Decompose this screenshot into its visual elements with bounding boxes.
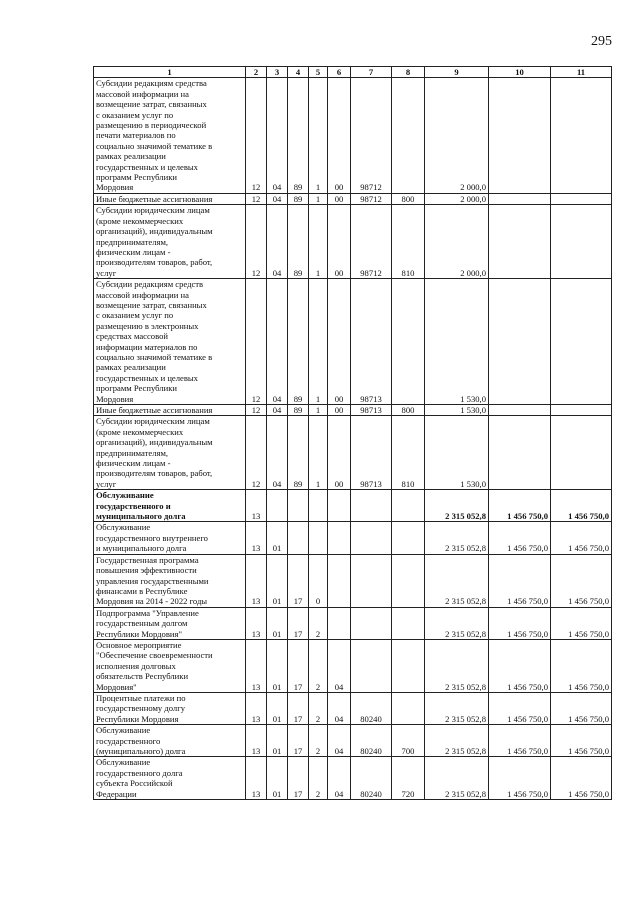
- row-cell-c10: 1 456 750,0: [489, 757, 551, 800]
- row-cell-c8: [392, 692, 425, 724]
- row-cell-c10: [489, 405, 551, 416]
- row-cell-c5: 1: [309, 416, 328, 490]
- row-cell-c6: 00: [328, 78, 351, 193]
- table-row: [94, 554, 612, 607]
- row-label: Субсидии юридическим лицам (кроме некоммерческих организаций), индивидуальным предпринимателям, физическим лицам - производителям товаров, работ, услуг: [94, 416, 246, 490]
- col-header: 5: [309, 67, 328, 78]
- col-header: 1: [94, 67, 246, 78]
- col-header: 9: [425, 67, 489, 78]
- row-cell-c6: [328, 607, 351, 639]
- table-row: [94, 205, 612, 279]
- row-cell-c8: [392, 554, 425, 607]
- row-cell-c2: 12: [246, 279, 267, 405]
- row-cell-c4: 89: [288, 193, 309, 204]
- row-cell-c2: 13: [246, 692, 267, 724]
- row-cell-c3: 04: [267, 205, 288, 279]
- row-cell-c2: 13: [246, 607, 267, 639]
- row-cell-c2: 13: [246, 522, 267, 554]
- row-label: Иные бюджетные ассигнования: [94, 405, 246, 416]
- row-cell-c7: 98712: [351, 78, 392, 193]
- row-cell-c6: 00: [328, 279, 351, 405]
- row-cell-c5: 0: [309, 554, 328, 607]
- row-cell-c6: 00: [328, 193, 351, 204]
- row-cell-c8: 810: [392, 205, 425, 279]
- row-cell-c4: 17: [288, 692, 309, 724]
- row-cell-c11: 1 456 750,0: [551, 554, 612, 607]
- row-cell-c4: 17: [288, 639, 309, 692]
- row-cell-c10: 1 456 750,0: [489, 725, 551, 757]
- row-cell-c11: 1 456 750,0: [551, 725, 612, 757]
- row-cell-c7: 98713: [351, 405, 392, 416]
- row-cell-c8: 700: [392, 725, 425, 757]
- page-number: 295: [591, 34, 612, 49]
- row-cell-c9: 2 315 052,8: [425, 554, 489, 607]
- table-row: [94, 522, 612, 554]
- row-cell-c5: 1: [309, 279, 328, 405]
- table-row: [94, 692, 612, 724]
- table-row: [94, 405, 612, 416]
- row-cell-c9: 2 000,0: [425, 78, 489, 193]
- row-cell-c11: 1 456 750,0: [551, 692, 612, 724]
- row-cell-c7: 80240: [351, 757, 392, 800]
- row-cell-c5: 2: [309, 692, 328, 724]
- row-cell-c7: 98713: [351, 416, 392, 490]
- row-cell-c7: 98713: [351, 279, 392, 405]
- row-cell-c3: 04: [267, 416, 288, 490]
- row-cell-c6: [328, 522, 351, 554]
- row-cell-c10: 1 456 750,0: [489, 692, 551, 724]
- row-cell-c4: 89: [288, 279, 309, 405]
- row-cell-c5: 1: [309, 193, 328, 204]
- row-cell-c7: [351, 522, 392, 554]
- row-label: Иные бюджетные ассигнования: [94, 193, 246, 204]
- row-cell-c3: 01: [267, 522, 288, 554]
- col-header: 10: [489, 67, 551, 78]
- row-cell-c6: 04: [328, 692, 351, 724]
- row-cell-c11: 1 456 750,0: [551, 757, 612, 800]
- row-cell-c7: [351, 639, 392, 692]
- row-cell-c2: 13: [246, 725, 267, 757]
- row-cell-c10: 1 456 750,0: [489, 639, 551, 692]
- row-cell-c3: [267, 490, 288, 522]
- row-cell-c6: 04: [328, 639, 351, 692]
- row-cell-c2: 13: [246, 490, 267, 522]
- table-row: [94, 279, 612, 405]
- row-cell-c4: 89: [288, 405, 309, 416]
- row-cell-c4: 17: [288, 554, 309, 607]
- row-cell-c2: 13: [246, 639, 267, 692]
- row-label: Обслуживание государственного и муниципального долга: [94, 490, 246, 522]
- row-cell-c5: 2: [309, 607, 328, 639]
- row-cell-c4: 17: [288, 757, 309, 800]
- row-cell-c9: 1 530,0: [425, 405, 489, 416]
- row-cell-c7: [351, 554, 392, 607]
- row-cell-c8: [392, 279, 425, 405]
- row-cell-c4: 89: [288, 205, 309, 279]
- row-cell-c9: 1 530,0: [425, 279, 489, 405]
- row-cell-c2: 12: [246, 193, 267, 204]
- row-cell-c4: [288, 490, 309, 522]
- row-cell-c11: 1 456 750,0: [551, 490, 612, 522]
- row-cell-c4: 89: [288, 78, 309, 193]
- row-cell-c10: [489, 416, 551, 490]
- table-row: [94, 639, 612, 692]
- row-cell-c3: 04: [267, 193, 288, 204]
- row-cell-c11: [551, 78, 612, 193]
- row-cell-c6: 00: [328, 416, 351, 490]
- table-row: [94, 78, 612, 193]
- row-cell-c10: 1 456 750,0: [489, 490, 551, 522]
- row-label: Обслуживание государственного долга субъекта Российской Федерации: [94, 757, 246, 800]
- row-cell-c9: 2 315 052,8: [425, 639, 489, 692]
- row-cell-c11: 1 456 750,0: [551, 522, 612, 554]
- header-row: [94, 67, 612, 78]
- row-cell-c10: 1 456 750,0: [489, 522, 551, 554]
- row-cell-c3: 01: [267, 692, 288, 724]
- row-cell-c9: 1 530,0: [425, 416, 489, 490]
- row-cell-c5: [309, 490, 328, 522]
- row-cell-c7: [351, 607, 392, 639]
- row-label: Государственная программа повышения эффективности управления государственными финансами в Республике Мордовия на 2014 - 2022 годы: [94, 554, 246, 607]
- row-label: Субсидии редакциям средств массовой информации на возмещение затрат, связанных с оказанием услуг по размещению в электронных средствах массовой информации материалов по социально значимой тематике в рамках реализации государственных и целевых программ Республики Мордовия: [94, 279, 246, 405]
- row-cell-c2: 13: [246, 757, 267, 800]
- table-row: [94, 416, 612, 490]
- row-cell-c5: 2: [309, 639, 328, 692]
- row-cell-c7: 98712: [351, 205, 392, 279]
- row-cell-c3: 04: [267, 405, 288, 416]
- col-header: 6: [328, 67, 351, 78]
- row-cell-c11: [551, 279, 612, 405]
- row-cell-c10: 1 456 750,0: [489, 554, 551, 607]
- row-cell-c6: 00: [328, 205, 351, 279]
- table-row: [94, 757, 612, 800]
- col-header: 11: [551, 67, 612, 78]
- row-cell-c10: [489, 279, 551, 405]
- row-cell-c7: 80240: [351, 692, 392, 724]
- row-cell-c7: 98712: [351, 193, 392, 204]
- row-cell-c6: 04: [328, 725, 351, 757]
- row-cell-c5: [309, 522, 328, 554]
- row-label: Обслуживание государственного внутреннего и муниципального долга: [94, 522, 246, 554]
- col-header: 4: [288, 67, 309, 78]
- row-cell-c11: [551, 405, 612, 416]
- row-cell-c9: 2 315 052,8: [425, 522, 489, 554]
- row-cell-c9: 2 315 052,8: [425, 692, 489, 724]
- row-cell-c2: 12: [246, 405, 267, 416]
- row-cell-c9: 2 000,0: [425, 193, 489, 204]
- table-row: [94, 725, 612, 757]
- table-row: [94, 607, 612, 639]
- row-cell-c8: [392, 490, 425, 522]
- row-cell-c8: [392, 639, 425, 692]
- row-cell-c8: [392, 522, 425, 554]
- row-cell-c10: 1 456 750,0: [489, 607, 551, 639]
- row-label: Обслуживание государственного (муниципального) долга: [94, 725, 246, 757]
- row-cell-c4: 17: [288, 607, 309, 639]
- row-cell-c3: 01: [267, 607, 288, 639]
- row-cell-c3: 01: [267, 554, 288, 607]
- row-cell-c6: 00: [328, 405, 351, 416]
- row-cell-c11: [551, 205, 612, 279]
- table-row: [94, 490, 612, 522]
- row-label: Подпрограмма "Управление государственным долгом Республики Мордовия": [94, 607, 246, 639]
- row-cell-c11: [551, 416, 612, 490]
- row-cell-c5: 1: [309, 405, 328, 416]
- col-header: 7: [351, 67, 392, 78]
- row-cell-c10: [489, 193, 551, 204]
- row-cell-c5: 2: [309, 757, 328, 800]
- row-cell-c8: [392, 607, 425, 639]
- row-cell-c3: 04: [267, 78, 288, 193]
- row-label: Субсидии юридическим лицам (кроме некоммерческих организаций), индивидуальным предпринимателям, физическим лицам - производителям товаров, работ, услуг: [94, 205, 246, 279]
- col-header: 3: [267, 67, 288, 78]
- row-cell-c8: 810: [392, 416, 425, 490]
- row-cell-c5: 1: [309, 205, 328, 279]
- row-cell-c6: [328, 554, 351, 607]
- row-cell-c9: 2 315 052,8: [425, 490, 489, 522]
- row-cell-c5: 1: [309, 78, 328, 193]
- row-label: Субсидии редакциям средства массовой информации на возмещение затрат, связанных с оказанием услуг по размещению в периодической печати материалов по социально значимой тематике в рамках реализации государственных и целевых программ Республики Мордовия: [94, 78, 246, 193]
- row-cell-c11: [551, 193, 612, 204]
- row-cell-c8: 720: [392, 757, 425, 800]
- row-cell-c9: 2 315 052,8: [425, 757, 489, 800]
- row-cell-c11: 1 456 750,0: [551, 639, 612, 692]
- row-cell-c9: 2 315 052,8: [425, 607, 489, 639]
- row-cell-c4: [288, 522, 309, 554]
- row-cell-c3: 01: [267, 757, 288, 800]
- row-label: Основное мероприятие "Обеспечение своевременности исполнения долговых обязательств Республики Мордовия": [94, 639, 246, 692]
- row-cell-c4: 17: [288, 725, 309, 757]
- row-cell-c2: 12: [246, 78, 267, 193]
- row-cell-c10: [489, 205, 551, 279]
- table-row: [94, 193, 612, 204]
- row-cell-c7: 80240: [351, 725, 392, 757]
- row-cell-c11: 1 456 750,0: [551, 607, 612, 639]
- row-cell-c2: 13: [246, 554, 267, 607]
- row-cell-c8: [392, 78, 425, 193]
- row-cell-c9: 2 315 052,8: [425, 725, 489, 757]
- row-cell-c5: 2: [309, 725, 328, 757]
- row-cell-c4: 89: [288, 416, 309, 490]
- col-header: 2: [246, 67, 267, 78]
- row-cell-c3: 01: [267, 725, 288, 757]
- row-cell-c2: 12: [246, 205, 267, 279]
- row-cell-c2: 12: [246, 416, 267, 490]
- row-cell-c6: [328, 490, 351, 522]
- row-cell-c3: 01: [267, 639, 288, 692]
- budget-table: [93, 66, 612, 800]
- row-label: Процентные платежи по государственному долгу Республики Мордовия: [94, 692, 246, 724]
- row-cell-c3: 04: [267, 279, 288, 405]
- col-header: 8: [392, 67, 425, 78]
- row-cell-c10: [489, 78, 551, 193]
- row-cell-c8: 800: [392, 405, 425, 416]
- row-cell-c8: 800: [392, 193, 425, 204]
- row-cell-c6: 04: [328, 757, 351, 800]
- row-cell-c7: [351, 490, 392, 522]
- row-cell-c9: 2 000,0: [425, 205, 489, 279]
